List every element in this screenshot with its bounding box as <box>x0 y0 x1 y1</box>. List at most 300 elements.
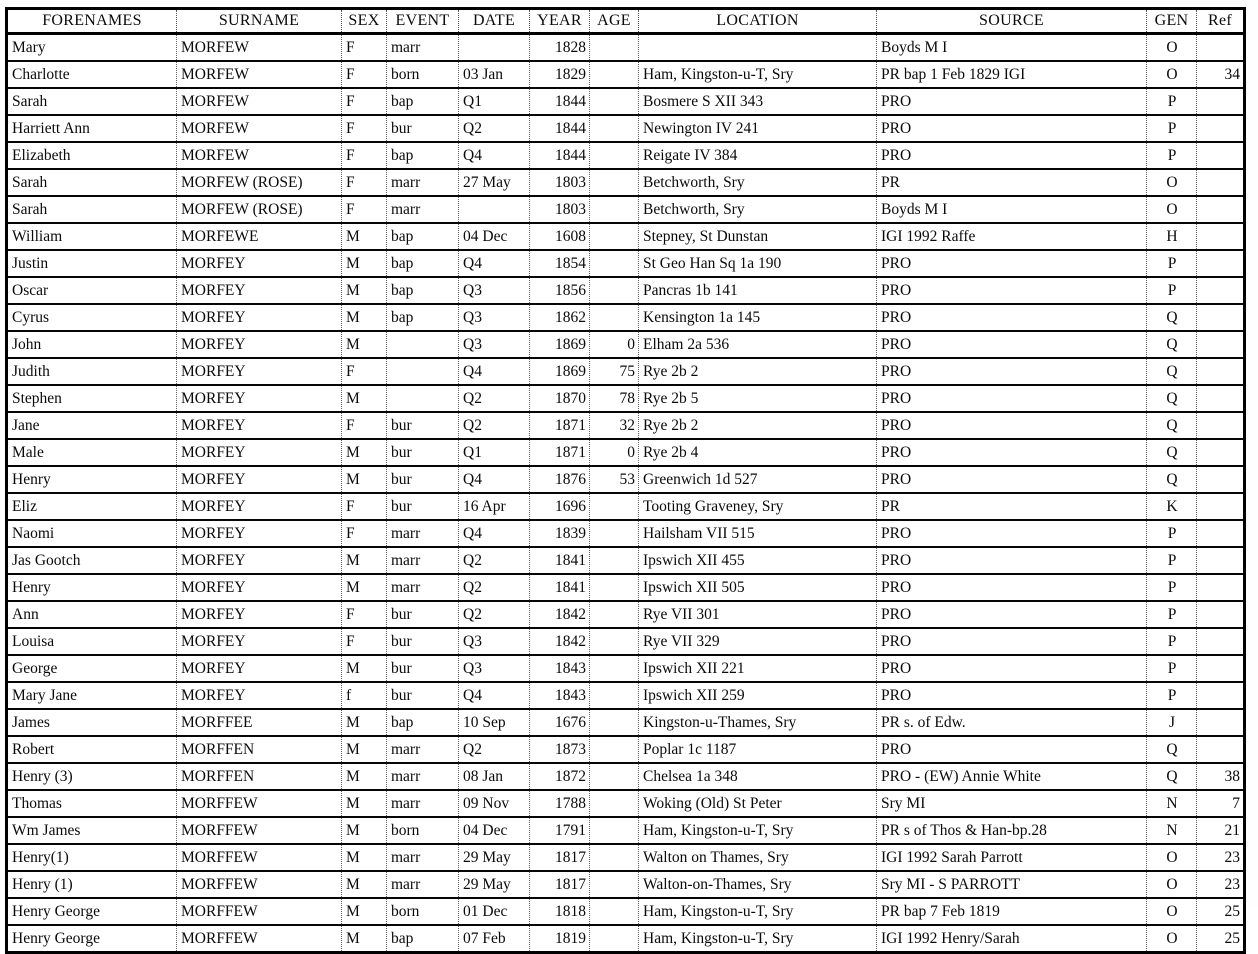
cell-surname: MORFEWE <box>177 223 342 250</box>
cell-gen: Q <box>1147 412 1197 439</box>
cell-source: Boyds M I <box>877 34 1147 62</box>
cell-sex: M <box>342 331 387 358</box>
cell-sex: M <box>342 898 387 925</box>
cell-ref <box>1197 196 1245 223</box>
cell-surname: MORFEW <box>177 88 342 115</box>
cell-surname: MORFEY <box>177 466 342 493</box>
cell-age <box>590 34 639 62</box>
cell-year: 1842 <box>530 601 590 628</box>
cell-ref: 34 <box>1197 61 1245 88</box>
cell-event: bur <box>387 439 459 466</box>
cell-date: Q2 <box>459 574 530 601</box>
cell-age: 75 <box>590 358 639 385</box>
cell-gen: Q <box>1147 466 1197 493</box>
cell-year: 1843 <box>530 655 590 682</box>
cell-date: 04 Dec <box>459 817 530 844</box>
cell-source: PRO <box>877 574 1147 601</box>
cell-gen: O <box>1147 61 1197 88</box>
cell-ref: 23 <box>1197 871 1245 898</box>
cell-forenames: Sarah <box>12 200 48 218</box>
cell-year: 1791 <box>530 817 590 844</box>
cell-year: 1844 <box>530 115 590 142</box>
cell-date: 01 Dec <box>459 898 530 925</box>
cell-location: Stepney, St Dunstan <box>639 223 877 250</box>
cell-source: PRO <box>877 115 1147 142</box>
cell-event: bur <box>387 412 459 439</box>
cell-event: bur <box>387 628 459 655</box>
table-row <box>7 736 1245 763</box>
table-row <box>7 817 1245 844</box>
cell-location: Ham, Kingston-u-T, Sry <box>639 817 877 844</box>
cell-age <box>590 142 639 169</box>
cell-source: PR s. of Edw. <box>877 709 1147 736</box>
cell-age <box>590 628 639 655</box>
cell-age <box>590 304 639 331</box>
cell-date: Q2 <box>459 385 530 412</box>
cell-sex: F <box>342 169 387 196</box>
cell-forenames: Henry (3) <box>12 767 73 785</box>
cell-location: Rye VII 329 <box>639 628 877 655</box>
cell-year: 1839 <box>530 520 590 547</box>
cell-gen: P <box>1147 682 1197 709</box>
cell-event: bur <box>387 115 459 142</box>
cell-forenames: Thomas <box>12 794 62 812</box>
cell-gen: Q <box>1147 736 1197 763</box>
cell-sex: M <box>342 817 387 844</box>
cell-year: 1872 <box>530 763 590 790</box>
cell-gen: N <box>1147 817 1197 844</box>
cell-gen: H <box>1147 223 1197 250</box>
cell-event: marr <box>387 790 459 817</box>
cell-event: bur <box>387 655 459 682</box>
cell-age <box>590 898 639 925</box>
table-row <box>7 61 1245 88</box>
cell-location: Ham, Kingston-u-T, Sry <box>639 925 877 953</box>
cell-gen: Q <box>1147 331 1197 358</box>
cell-gen: P <box>1147 142 1197 169</box>
cell-event: born <box>387 817 459 844</box>
cell-sex: F <box>342 628 387 655</box>
cell-event: bap <box>387 88 459 115</box>
cell-year: 1841 <box>530 547 590 574</box>
cell-event: marr <box>387 844 459 871</box>
cell-surname: MORFEY <box>177 493 342 520</box>
cell-ref <box>1197 223 1245 250</box>
cell-year: 1818 <box>530 898 590 925</box>
cell-date: Q4 <box>459 250 530 277</box>
cell-ref <box>1197 628 1245 655</box>
cell-event: marr <box>387 169 459 196</box>
cell-gen: Q <box>1147 763 1197 790</box>
cell-source: IGI 1992 Henry/Sarah <box>877 925 1147 953</box>
cell-gen: O <box>1147 925 1197 953</box>
cell-age <box>590 790 639 817</box>
cell-date <box>459 196 530 223</box>
cell-location: Elham 2a 536 <box>639 331 877 358</box>
cell-event: born <box>387 61 459 88</box>
cell-sex: F <box>342 601 387 628</box>
cell-sex: F <box>342 88 387 115</box>
cell-ref <box>1197 358 1245 385</box>
column-header-source: SOURCE <box>877 9 1147 34</box>
table-row <box>7 763 1245 790</box>
table-row <box>7 790 1245 817</box>
cell-age <box>590 169 639 196</box>
cell-year: 1676 <box>530 709 590 736</box>
cell-forenames: Henry George <box>12 902 100 920</box>
cell-gen: O <box>1147 871 1197 898</box>
cell-forenames: Naomi <box>12 524 55 542</box>
cell-source: PRO <box>877 88 1147 115</box>
cell-event: bap <box>387 709 459 736</box>
cell-event: born <box>387 898 459 925</box>
cell-location: St Geo Han Sq 1a 190 <box>639 250 877 277</box>
table-row <box>7 709 1245 736</box>
table-row <box>7 358 1245 385</box>
cell-gen: P <box>1147 655 1197 682</box>
cell-location: Rye 2b 2 <box>639 358 877 385</box>
cell-date: Q4 <box>459 682 530 709</box>
cell-gen: O <box>1147 844 1197 871</box>
cell-surname: MORFEY <box>177 304 342 331</box>
cell-event: marr <box>387 763 459 790</box>
cell-forenames: Justin <box>12 254 49 272</box>
cell-forenames: Henry <box>12 578 51 596</box>
cell-date: 03 Jan <box>459 61 530 88</box>
cell-surname: MORFEW <box>177 142 342 169</box>
cell-year: 1819 <box>530 925 590 953</box>
cell-event: bap <box>387 304 459 331</box>
cell-age <box>590 196 639 223</box>
cell-source: PRO <box>877 304 1147 331</box>
cell-year: 1828 <box>530 34 590 62</box>
cell-age <box>590 250 639 277</box>
table-row <box>7 925 1245 953</box>
cell-location: Chelsea 1a 348 <box>639 763 877 790</box>
column-header-forenames: FORENAMES <box>42 12 142 29</box>
cell-ref <box>1197 331 1245 358</box>
cell-year: 1817 <box>530 871 590 898</box>
cell-date: Q2 <box>459 736 530 763</box>
cell-year: 1841 <box>530 574 590 601</box>
cell-surname: MORFEW <box>177 34 342 62</box>
cell-event: marr <box>387 574 459 601</box>
cell-event: marr <box>387 736 459 763</box>
cell-date: Q3 <box>459 304 530 331</box>
cell-location: Rye 2b 4 <box>639 439 877 466</box>
cell-forenames: John <box>12 335 42 353</box>
cell-year: 1844 <box>530 88 590 115</box>
table-row <box>7 439 1245 466</box>
cell-source: PRO - (EW) Annie White <box>877 763 1147 790</box>
cell-sex: M <box>342 547 387 574</box>
cell-surname: MORFEY <box>177 358 342 385</box>
cell-age <box>590 844 639 871</box>
table-row <box>7 844 1245 871</box>
cell-age: 32 <box>590 412 639 439</box>
cell-date: Q1 <box>459 88 530 115</box>
cell-event: bur <box>387 493 459 520</box>
cell-source: PRO <box>877 412 1147 439</box>
cell-surname: MORFEY <box>177 277 342 304</box>
cell-year: 1870 <box>530 385 590 412</box>
cell-ref: 23 <box>1197 844 1245 871</box>
cell-ref <box>1197 466 1245 493</box>
cell-surname: MORFEY <box>177 250 342 277</box>
cell-surname: MORFFEW <box>177 844 342 871</box>
cell-sex: M <box>342 304 387 331</box>
cell-ref <box>1197 601 1245 628</box>
cell-sex: f <box>342 682 387 709</box>
cell-source: PRO <box>877 331 1147 358</box>
cell-sex: M <box>342 871 387 898</box>
cell-event: bur <box>387 682 459 709</box>
cell-source: PRO <box>877 601 1147 628</box>
cell-surname: MORFEY <box>177 331 342 358</box>
cell-date: 29 May <box>459 844 530 871</box>
cell-year: 1817 <box>530 844 590 871</box>
cell-sex: M <box>342 439 387 466</box>
cell-location: Newington IV 241 <box>639 115 877 142</box>
cell-sex: M <box>342 466 387 493</box>
cell-year: 1873 <box>530 736 590 763</box>
cell-source: PRO <box>877 142 1147 169</box>
table-row <box>7 34 1245 62</box>
cell-year: 1876 <box>530 466 590 493</box>
table-row <box>7 412 1245 439</box>
cell-age <box>590 655 639 682</box>
cell-year: 1856 <box>530 277 590 304</box>
cell-year: 1871 <box>530 412 590 439</box>
column-header-location: LOCATION <box>639 9 877 34</box>
cell-date: 10 Sep <box>459 709 530 736</box>
cell-sex: F <box>342 520 387 547</box>
cell-forenames: William <box>12 227 63 245</box>
cell-ref <box>1197 169 1245 196</box>
cell-ref <box>1197 574 1245 601</box>
cell-surname: MORFFEW <box>177 871 342 898</box>
cell-gen: P <box>1147 277 1197 304</box>
cell-sex: F <box>342 358 387 385</box>
table-row <box>7 196 1245 223</box>
cell-ref: 7 <box>1197 790 1245 817</box>
cell-age: 53 <box>590 466 639 493</box>
table-row <box>7 655 1245 682</box>
table-row <box>7 871 1245 898</box>
cell-gen: P <box>1147 250 1197 277</box>
cell-source: PRO <box>877 520 1147 547</box>
cell-ref <box>1197 88 1245 115</box>
cell-location: Poplar 1c 1187 <box>639 736 877 763</box>
cell-location: Ham, Kingston-u-T, Sry <box>639 898 877 925</box>
cell-surname: MORFEW (ROSE) <box>177 169 342 196</box>
cell-surname: MORFFEN <box>177 736 342 763</box>
cell-year: 1869 <box>530 331 590 358</box>
cell-surname: MORFEY <box>177 574 342 601</box>
cell-gen: Q <box>1147 358 1197 385</box>
column-header-event: EVENT <box>387 9 459 34</box>
cell-age: 0 <box>590 439 639 466</box>
cell-ref <box>1197 142 1245 169</box>
cell-source: PRO <box>877 655 1147 682</box>
cell-sex: M <box>342 250 387 277</box>
cell-forenames: Oscar <box>12 281 49 299</box>
records-body <box>7 34 1245 953</box>
cell-source: IGI 1992 Sarah Parrott <box>877 844 1147 871</box>
cell-year: 1696 <box>530 493 590 520</box>
cell-location: Bosmere S XII 343 <box>639 88 877 115</box>
cell-date: 27 May <box>459 169 530 196</box>
cell-ref: 25 <box>1197 898 1245 925</box>
cell-sex: F <box>342 34 387 62</box>
cell-forenames: George <box>12 659 58 677</box>
cell-event: bap <box>387 142 459 169</box>
cell-age <box>590 817 639 844</box>
cell-event: marr <box>387 871 459 898</box>
table-row <box>7 277 1245 304</box>
cell-location: Greenwich 1d 527 <box>639 466 877 493</box>
cell-surname: MORFFEN <box>177 763 342 790</box>
cell-location: Ipswich XII 455 <box>639 547 877 574</box>
table-row <box>7 493 1245 520</box>
cell-source: PRO <box>877 628 1147 655</box>
cell-age <box>590 520 639 547</box>
cell-event: bap <box>387 250 459 277</box>
cell-date: Q4 <box>459 142 530 169</box>
cell-date: Q2 <box>459 115 530 142</box>
cell-gen: Q <box>1147 385 1197 412</box>
cell-ref <box>1197 520 1245 547</box>
cell-forenames: Sarah <box>12 92 48 110</box>
cell-date: 16 Apr <box>459 493 530 520</box>
cell-surname: MORFFEW <box>177 790 342 817</box>
cell-sex: M <box>342 790 387 817</box>
cell-source: IGI 1992 Raffe <box>877 223 1147 250</box>
cell-source: PRO <box>877 736 1147 763</box>
cell-source: PRO <box>877 466 1147 493</box>
cell-year: 1869 <box>530 358 590 385</box>
cell-forenames: James <box>12 713 50 731</box>
cell-sex: F <box>342 412 387 439</box>
cell-surname: MORFFEW <box>177 817 342 844</box>
cell-forenames: Henry(1) <box>12 848 69 866</box>
cell-date: 08 Jan <box>459 763 530 790</box>
cell-sex: F <box>342 493 387 520</box>
cell-location: Walton-on-Thames, Sry <box>639 871 877 898</box>
cell-year: 1844 <box>530 142 590 169</box>
table-row <box>7 250 1245 277</box>
cell-surname: MORFFEW <box>177 925 342 953</box>
column-header-age: AGE <box>590 9 639 34</box>
cell-forenames: Charlotte <box>12 65 70 83</box>
cell-gen: P <box>1147 547 1197 574</box>
cell-surname: MORFEW <box>177 61 342 88</box>
cell-gen: P <box>1147 628 1197 655</box>
table-row <box>7 466 1245 493</box>
table-row <box>7 628 1245 655</box>
cell-date: Q2 <box>459 547 530 574</box>
cell-source: PRO <box>877 439 1147 466</box>
cell-forenames: Henry George <box>12 929 100 947</box>
cell-gen: O <box>1147 196 1197 223</box>
cell-sex: M <box>342 925 387 953</box>
cell-surname: MORFEW (ROSE) <box>177 196 342 223</box>
cell-source: PR bap 7 Feb 1819 <box>877 898 1147 925</box>
cell-forenames: Jas Gootch <box>12 551 81 569</box>
cell-year: 1788 <box>530 790 590 817</box>
cell-location: Pancras 1b 141 <box>639 277 877 304</box>
cell-gen: O <box>1147 169 1197 196</box>
cell-age <box>590 277 639 304</box>
cell-age <box>590 88 639 115</box>
cell-forenames: Robert <box>12 740 55 758</box>
cell-source: PRO <box>877 358 1147 385</box>
cell-source: PRO <box>877 250 1147 277</box>
cell-ref <box>1197 277 1245 304</box>
cell-forenames: Henry (1) <box>12 875 73 893</box>
cell-ref <box>1197 682 1245 709</box>
column-header-year: YEAR <box>530 9 590 34</box>
cell-surname: MORFFEW <box>177 898 342 925</box>
cell-date: 04 Dec <box>459 223 530 250</box>
cell-sex: F <box>342 115 387 142</box>
cell-sex: M <box>342 763 387 790</box>
cell-year: 1854 <box>530 250 590 277</box>
cell-location: Ipswich XII 259 <box>639 682 877 709</box>
cell-sex: M <box>342 385 387 412</box>
cell-age <box>590 493 639 520</box>
cell-event: bap <box>387 277 459 304</box>
cell-gen: P <box>1147 574 1197 601</box>
cell-ref <box>1197 115 1245 142</box>
cell-event <box>387 358 459 385</box>
cell-year: 1862 <box>530 304 590 331</box>
cell-surname: MORFEY <box>177 547 342 574</box>
cell-ref <box>1197 385 1245 412</box>
table-row <box>7 223 1245 250</box>
cell-age <box>590 682 639 709</box>
cell-sex: F <box>342 142 387 169</box>
cell-date: 29 May <box>459 871 530 898</box>
table-row <box>7 385 1245 412</box>
header-row <box>7 9 1245 34</box>
cell-year: 1608 <box>530 223 590 250</box>
cell-date: Q4 <box>459 358 530 385</box>
cell-surname: MORFFEE <box>177 709 342 736</box>
cell-ref <box>1197 412 1245 439</box>
cell-forenames: Male <box>12 443 44 461</box>
cell-gen: P <box>1147 115 1197 142</box>
cell-location <box>639 34 877 62</box>
cell-location: Hailsham VII 515 <box>639 520 877 547</box>
cell-date <box>459 34 530 62</box>
cell-forenames: Jane <box>12 416 40 434</box>
table-row <box>7 574 1245 601</box>
cell-event: marr <box>387 196 459 223</box>
cell-surname: MORFEW <box>177 115 342 142</box>
cell-source: PRO <box>877 547 1147 574</box>
cell-ref: 38 <box>1197 763 1245 790</box>
cell-year: 1842 <box>530 628 590 655</box>
cell-location: Walton on Thames, Sry <box>639 844 877 871</box>
cell-date: Q3 <box>459 331 530 358</box>
cell-surname: MORFEY <box>177 412 342 439</box>
cell-age <box>590 115 639 142</box>
table-row <box>7 304 1245 331</box>
cell-sex: F <box>342 196 387 223</box>
cell-source: PRO <box>877 277 1147 304</box>
cell-age <box>590 871 639 898</box>
